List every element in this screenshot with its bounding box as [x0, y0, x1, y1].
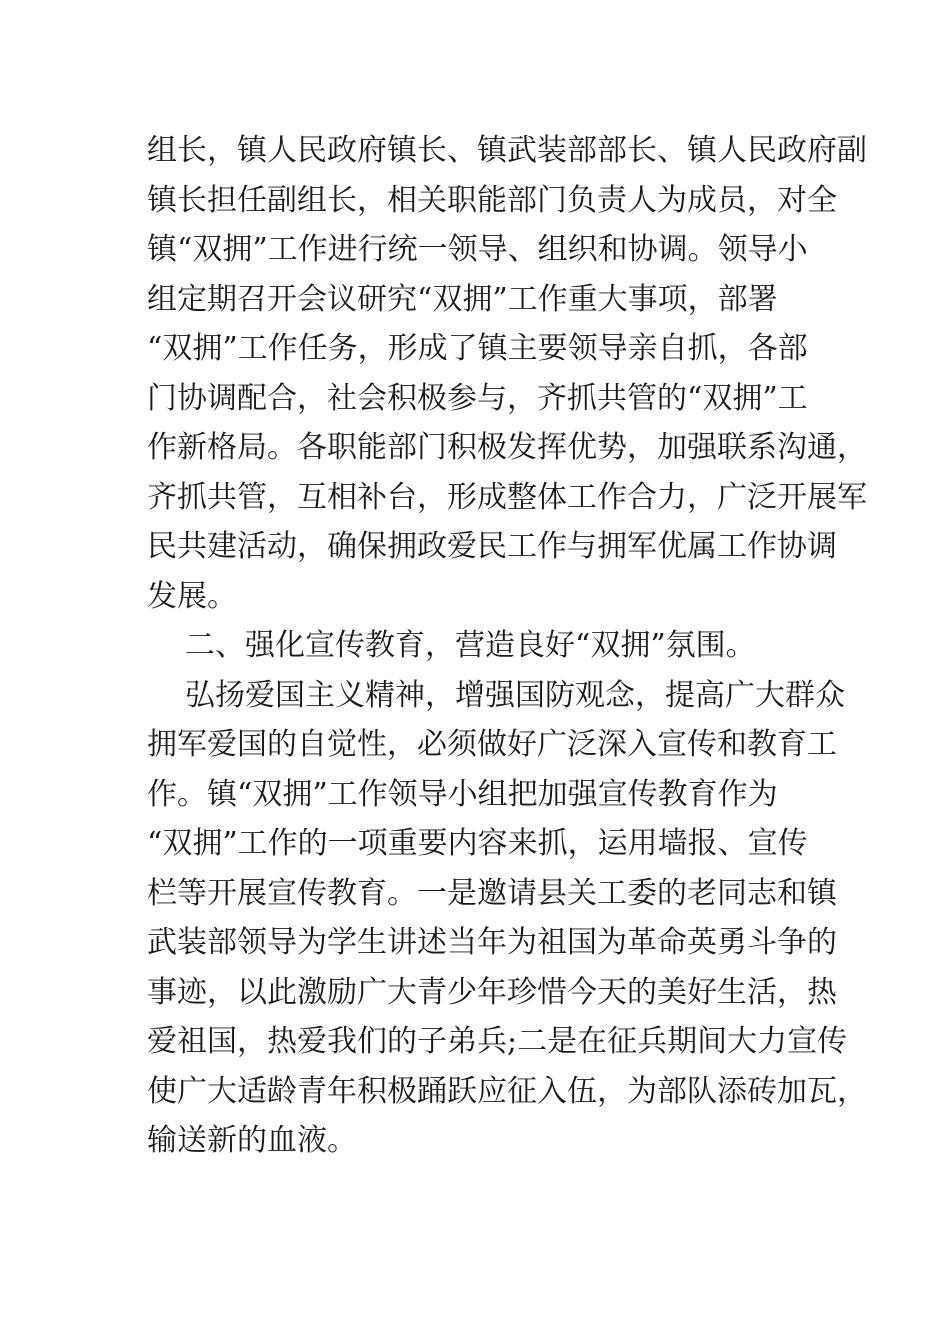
text-line: 使广大适龄青年积极踊跃应征入伍，为部队添砖加瓦， — [147, 1073, 867, 1109]
text-line: “双拥”工作任务，形成了镇主要领导亲自抓，各部 — [147, 331, 808, 366]
text-line: 事迹，以此激励广大青少年珍惜今天的美好生活，热 — [147, 974, 837, 1010]
text-line: 输送新的血液。 — [147, 1123, 357, 1158]
text-line: 栏等开展宣传教育。一是邀请县关工委的老同志和镇 — [147, 875, 837, 911]
text-line: “双拥”工作的一项重要内容来抓，运用墙报、宣传 — [147, 826, 808, 861]
text-line: 爱祖国，热爱我们的子弟兵;二是在征兵期间大力宣传 — [147, 1024, 848, 1059]
heading-line: 二、强化宣传教育，营造良好“双拥”氛围。 — [185, 628, 756, 663]
text-line: 民共建活动，确保拥政爱民工作与拥军优属工作协调 — [147, 529, 837, 564]
text-line: 武装部领导为学生讲述当年为祖国为革命英勇斗争的 — [147, 925, 837, 960]
text-line: 拥军爱国的自觉性，必须做好广泛深入宣传和教育工 — [147, 727, 837, 762]
text-line: 组长，镇人民政府镇长、镇武装部部长、镇人民政府副 — [147, 133, 867, 168]
text-line: 门协调配合，社会积极参与，齐抓共管的“双拥”工 — [147, 380, 808, 416]
text-line: 镇长担任副组长，相关职能部门负责人为成员，对全 — [147, 182, 837, 218]
paragraph-2 — [147, 671, 867, 1166]
text-line: 齐抓共管，互相补台，形成整体工作合力，广泛开展军 — [147, 479, 867, 515]
text-line: 弘扬爱国主义精神，增强国防观念，提高广大群众 — [185, 677, 845, 713]
document-body — [147, 126, 867, 1166]
text-line: 镇“双拥”工作进行统一领导、组织和协调。领导小 — [147, 232, 808, 267]
text-line: 作。镇“双拥”工作领导小组把加强宣传教育作为 — [147, 776, 778, 812]
paragraph-1 — [147, 126, 867, 621]
text-line: 发展。 — [147, 578, 237, 614]
text-line: 作新格局。各职能部门积极发挥优势，加强联系沟通， — [147, 430, 867, 465]
text-line: 组定期召开会议研究“双拥”工作重大事项，部署 — [147, 281, 778, 317]
section-heading — [147, 621, 812, 671]
